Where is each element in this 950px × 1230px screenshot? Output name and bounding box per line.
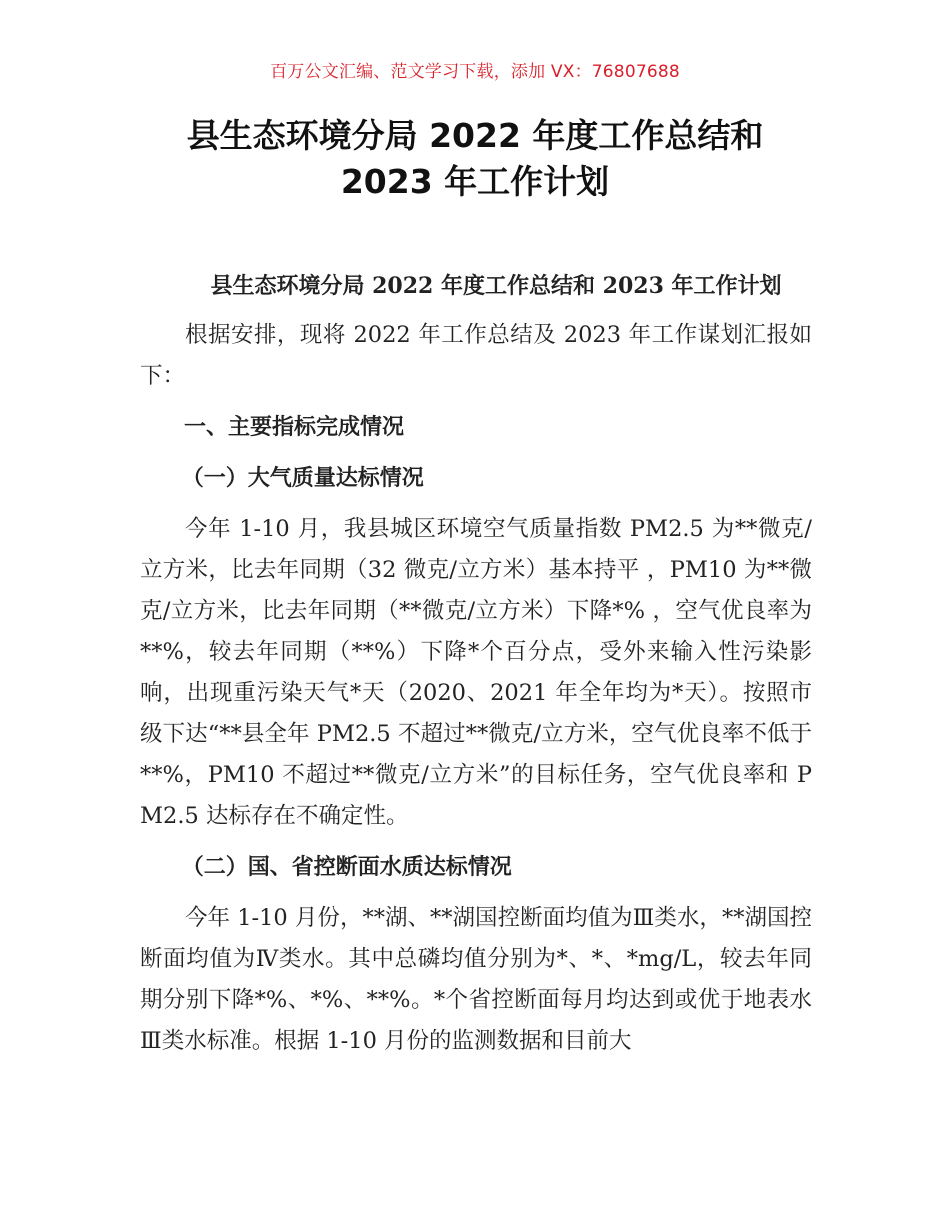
subsection-1-heading: （一）大气质量达标情况 <box>181 466 424 491</box>
document-body <box>140 266 812 1072</box>
subsection-2-paragraph: 今年 1-10 月份，**湖、**湖国控断面均值为Ⅲ类水，**湖国控断面均值为Ⅳ类水。其中总磷均值分别为*、*、*mg/L，较去年同期分别下降*%、*%、**%。*个省控断面每月均达到或优于地表水Ⅲ类水标准。根据 1-10 月份的监测数据和目前大 <box>140 905 812 1054</box>
title-line-2: 2023 年工作计划 <box>340 162 610 201</box>
intro-paragraph: 根据安排，现将 2022 年工作总结及 2023 年工作谋划汇报如下： <box>140 322 812 389</box>
header-watermark-note: 百万公文汇编、范文学习下载，添加 VX：76807688 <box>270 62 680 82</box>
subsection-2-heading: （二）国、省控断面水质达标情况 <box>181 855 512 880</box>
title-line-1: 县生态环境分局 2022 年度工作总结和 <box>186 116 764 155</box>
section-1-heading: 一、主要指标完成情况 <box>184 415 405 440</box>
document-title <box>0 113 950 205</box>
document-subtitle: 县生态环境分局 2022 年度工作总结和 2023 年工作计划 <box>210 273 782 299</box>
subsection-1-paragraph: 今年 1-10 月，我县城区环境空气质量指数 PM2.5 为**微克/立方米，比去年同期（32 微克/立方米）基本持平 ，PM10 为**微克/立方米，比去年同期（**微克/立方米）下降*% ，空气优良率为**%，较去年同期（**%）下降*个百分点，受外来输入性污染影响，出现重污染天气*天（2020、2021 年全年均为*天）。按照市级下达“**县全年 PM2.5 不超过**微克/立方米，空气优良率不低于**%，PM10 不超过**微克/立方米”的目标任务，空气优良率和 PM2.5 达标存在不确定性。 <box>140 516 812 829</box>
